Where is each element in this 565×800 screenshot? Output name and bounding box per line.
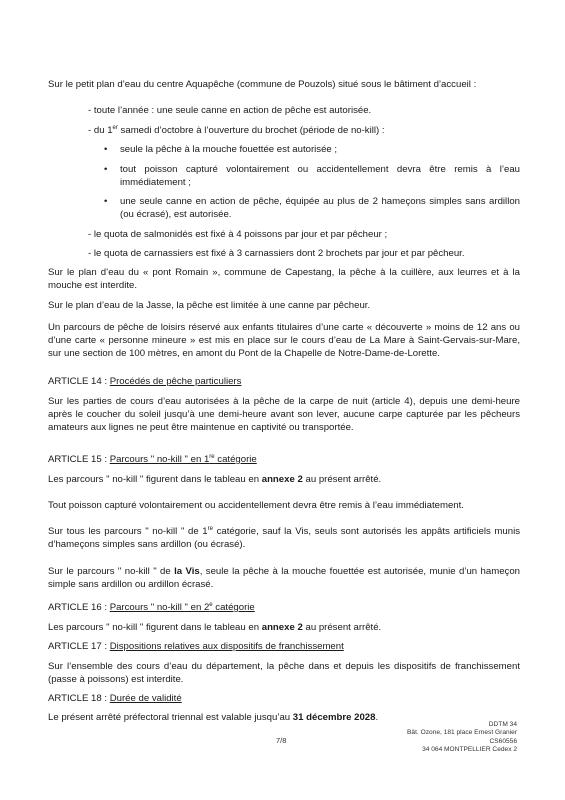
article-18-heading: ARTICLE 18 : Durée de validité xyxy=(48,693,182,704)
article-14-text: Sur les parties de cours d’eau autorisées à la pêche de la carpe de nuit (article 4), depuis une demi-heure après le coucher du soleil jusqu’à une demi-heure avant son lever, aucune carpe capturée par les pêcheurs amateurs aux lignes ne peut être maintenue en captivité ou transportée. xyxy=(48,396,520,433)
article-17-heading: ARTICLE 17 : Dispositions relatives aux dispositifs de franchissement xyxy=(48,641,344,652)
bullet-icon: • xyxy=(104,196,108,207)
aquapeche-rule-1: - toute l’année : une seule canne en action de pêche est autorisée. xyxy=(88,105,372,116)
aquapeche-rule-2: - du 1er samedi d’octobre à l’ouverture du brochet (période de no-kill) : xyxy=(88,124,385,136)
article-15-text-2: Tout poisson capturé volontairement ou accidentellement devra être remis à l’eau immédiatement. xyxy=(48,500,464,511)
article-14-heading: ARTICLE 14 : Procédés de pêche particuliers xyxy=(48,376,242,387)
document-page: Sur le petit plan d’eau du centre Aquapêche (commune de Pouzols) situé sous le bâtiment d’accueil : - toute l’année : une seule canne en action de pêche est autorisée. - du 1er samedi d’octobre à l’ouverture du brochet (période de no-kill) : • seule la pêche à la mouche fouettée est autorisée ; • tout poisson capturé volontairement ou accidentellement devra être remis à l’eau immédiatement ; • une seule canne en action de pêche, équipée au plus de 2 hameçons simples sans ardillon (ou écrasé), est autorisée. - le quota de salmonidés est fixé à 4 poissons par jour et par pêcheur ; - le quota de carnassiers est fixé à 3 carnassiers dont 2 brochets par jour et par pêcheur. Sur le plan d’eau du « pont Romain », commune de Capestang, la pêche à la cuillère, aux leurres et à la mouche est interdite. Sur le plan d’eau de la Jasse, la pêche est limitée à une canne par pêcheur. Un parcours de pêche de loisirs réservé aux enfants titulaires d’une carte « découverte » moins de 12 ans ou d’une carte « personne mineure » est mis en place sur le cours d’eau de La Mare à Saint-Gervais-sur-Mare, sur une section de 100 mètres, en amont du Pont de la Chapelle de Notre-Dame-de-Lorette. ARTICLE 14 : Procédés de pêche particuliers Sur les parties de cours d’eau autorisées à la pêche de la carpe de nuit (article 4), depuis une demi-heure après le coucher du soleil jusqu’à une demi-heure avant son lever, aucune carpe capturée par les pêcheurs amateurs aux lignes ne peut être maintenue en captivité ou transportée. ARTICLE 15 : Parcours " no-kill " en 1re catégorie Les parcours " no-kill " figurent dans le tableau en annexe 2 au présent arrêté. Tout poisson capturé volontairement ou accidentellement devra être remis à l’eau immédiatement. Sur tous les parcours " no-kill " de 1re catégorie, sauf la Vis, seuls sont autorisés les appâts artificiels munis d’hameçons simples sans ardillon (ou écrasé). Sur le parcours " no-kill " de la Vis, seule la pêche à la mouche fouettée est autorisée, munie d’un hameçon simple sans ardillon ou ardillon écrasé. ARTICLE 16 : Parcours " no-kill " en 2e catégorie Les parcours " no-kill " figurent dans le tableau en annexe 2 au présent arrêté. ARTICLE 17 : Dispositions relatives aux dispositifs de franchissement Sur l’ensemble des cours d’eau du département, la pêche dans et depuis les dispositifs de franchissement (passe à poissons) est interdite. ARTICLE 18 : Durée de validité Le présent arrêté préfectoral triennal est valable jusqu’au 31 décembre 2028. 7/8 DDTM 34 Bât. Ozone, 181 place Ernest Granier CS60556 34 064 MONTPELLIER Cedex 2 xyxy=(48,79,521,754)
footer-line: CS60556 xyxy=(489,737,517,745)
aquapeche-intro: Sur le petit plan d’eau du centre Aquapêche (commune de Pouzols) situé sous le bâtiment d’accueil : xyxy=(48,79,477,90)
footer-address xyxy=(407,721,517,755)
article-15-text-3: Sur tous les parcours " no-kill " de 1re catégorie, sauf la Vis, seuls sont autorisés les appâts artificiels munis d’hameçons simples sans ardillon (ou écrasé). xyxy=(48,525,520,550)
article-15-text-1: Les parcours " no-kill " figurent dans le tableau en annexe 2 au présent arrêté. xyxy=(48,474,382,485)
quota-salmonides: - le quota de salmonidés est fixé à 4 poissons par jour et par pêcheur ; xyxy=(88,229,388,240)
bullet-icon: • xyxy=(104,144,108,155)
article-18-text: Le présent arrêté préfectoral triennal est valable jusqu’au 31 décembre 2028. xyxy=(48,712,379,723)
footer-line: DDTM 34 xyxy=(488,721,517,728)
bullet-icon: • xyxy=(104,164,108,175)
pont-romain-paragraph: Sur le plan d’eau du « pont Romain », commune de Capestang, la pêche à la cuillère, aux leurres et à la mouche est interdite. xyxy=(48,267,520,291)
page-number: 7/8 xyxy=(276,736,287,745)
article-15-text-4: Sur le parcours " no-kill " de la Vis, seule la pêche à la mouche fouettée est autorisée, munie d’un hameçon simple sans ardillon ou ardillon écrasé. xyxy=(48,566,521,590)
jasse-paragraph: Sur le plan d’eau de la Jasse, la pêche est limitée à une canne par pêcheur. xyxy=(48,300,371,311)
parcours-enfants-paragraph: Un parcours de pêche de loisirs réservé aux enfants titulaires d’une carte « découverte » moins de 12 ans ou d’une carte « personne mineure » est mis en place sur le cours d’eau de La Mare à Saint-Gervais-sur-Mare, sur une section de 100 mètres, en amont du Pont de la Chapelle de Notre-Dame-de-Lorette. xyxy=(48,322,520,359)
quota-carnassiers: - le quota de carnassiers est fixé à 3 carnassiers dont 2 brochets par jour et par pêcheur. xyxy=(88,248,465,259)
article-17-text: Sur l’ensemble des cours d’eau du département, la pêche dans et depuis les dispositifs de franchissement (passe à poissons) est interdite. xyxy=(48,661,520,685)
footer-line: Bât. Ozone, 181 place Ernest Granier xyxy=(407,729,517,737)
article-15-heading: ARTICLE 15 : Parcours " no-kill " en 1re catégorie xyxy=(48,453,257,465)
article-16-text: Les parcours " no-kill " figurent dans le tableau en annexe 2 au présent arrêté. xyxy=(48,622,382,633)
footer-line: 34 064 MONTPELLIER Cedex 2 xyxy=(422,746,517,754)
article-16-heading: ARTICLE 16 : Parcours " no-kill " en 2e catégorie xyxy=(48,601,255,613)
